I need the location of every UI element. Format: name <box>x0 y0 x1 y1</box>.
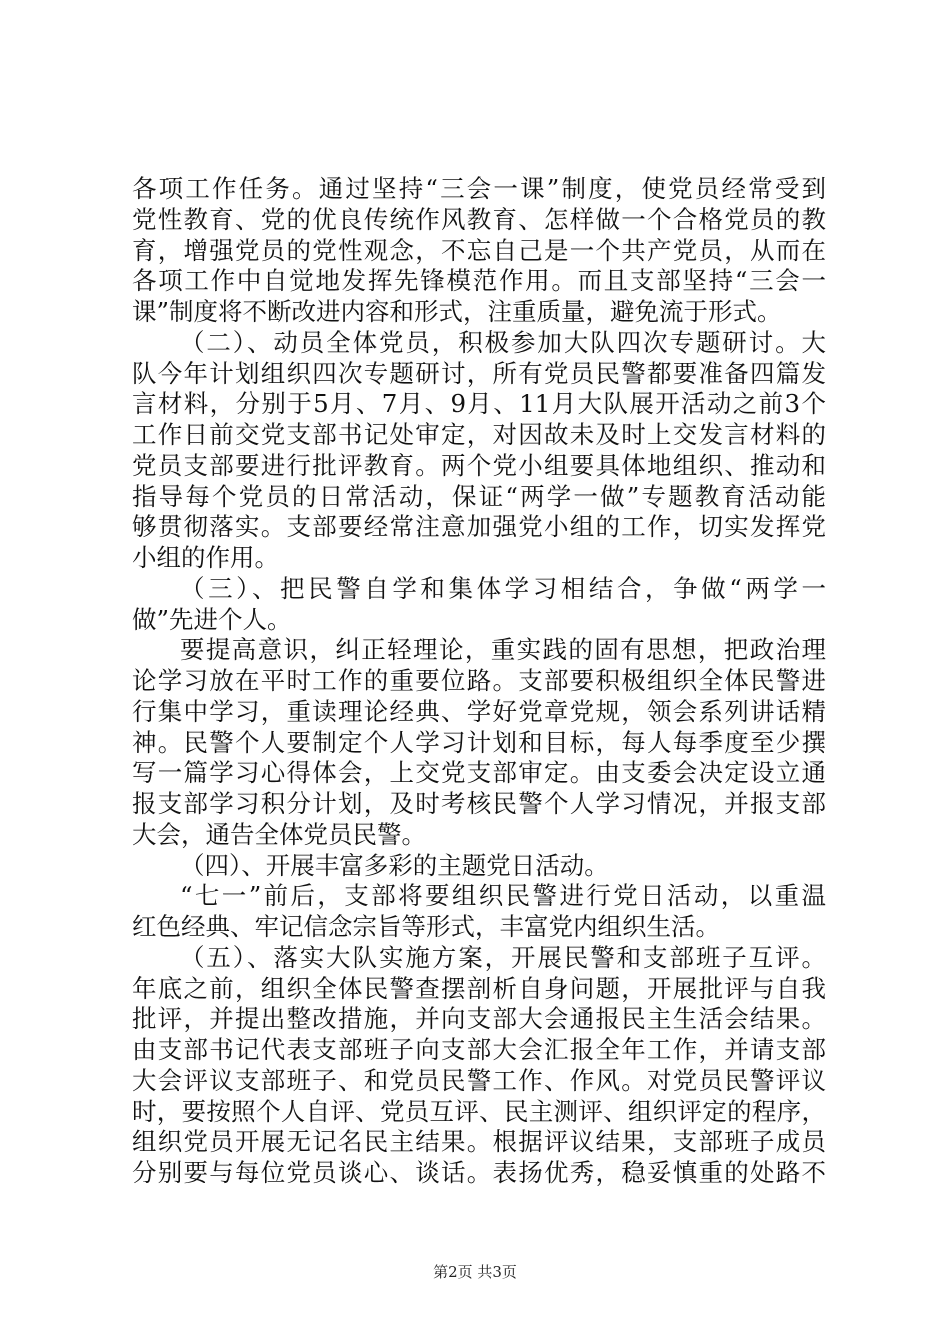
text-line: 组织党员开展无记名民主结果。根据评议结果，支部班子成员 <box>132 1127 826 1157</box>
text-line: 写一篇学习心得体会，上交党支部审定。由支委会决定设立通 <box>132 758 826 788</box>
text-line: 指导每个党员的日常活动，保证“两学一做”专题教育活动能 <box>132 481 826 511</box>
text-line: 大会评议支部班子、和党员民警工作、作风。对党员民警评议 <box>132 1065 826 1095</box>
text-line: 报支部学习积分计划，及时考核民警个人学习情况，并报支部 <box>132 789 826 818</box>
text-line: 言材料，分别于5月、7月、9月、11月大队展开活动之前3个 <box>132 389 826 419</box>
text-line: 各项工作任务。通过坚持“三会一课”制度，使党员经常受到 <box>132 174 826 203</box>
text-line: 红色经典、牢记信念宗旨等形式，丰富党内组织生活。 <box>132 912 720 941</box>
text-line: 年底之前，组织全体民警查摆剖析自身问题，开展批评与自我 <box>132 973 826 1003</box>
text-line: 够贯彻落实。支部要经常注意加强党小组的工作，切实发挥党 <box>132 512 826 542</box>
text-line: （五）、落实大队实施方案，开展民警和支部班子互评。 <box>180 942 826 972</box>
text-line: 小组的作用。 <box>132 543 279 572</box>
text-line: 做”先进个人。 <box>132 604 292 634</box>
text-line: 批评，并提出整改措施，并向支部大会通报民主生活会结果。 <box>132 1004 826 1034</box>
text-line: 工作日前交党支部书记处审定，对因故未及时上交发言材料的 <box>132 420 826 449</box>
text-line: 党员支部要进行批评教育。两个党小组要具体地组织、推动和 <box>132 450 826 480</box>
text-line: 各项工作中自觉地发挥先锋模范作用。而且支部坚持“三会一 <box>132 266 826 296</box>
page-number-footer: 第2页 共3页 <box>433 1263 517 1281</box>
text-line: （三）、把民警自学和集体学习相结合，争做“两学一 <box>180 573 826 603</box>
text-line: 论学习放在平时工作的重要位路。支部要积极组织全体民警进 <box>132 666 826 695</box>
text-line: “七一”前后，支部将要组织民警进行党日活动，以重温 <box>180 881 826 911</box>
text-line: 大会，通告全体党员民警。 <box>132 819 426 849</box>
text-line: 分别要与每位党员谈心、谈话。表扬优秀，稳妥慎重的处路不 <box>132 1158 826 1187</box>
document-body <box>132 174 826 1189</box>
text-line: （四）、开展丰富多彩的主题党日活动。 <box>180 850 609 880</box>
text-line: （二）、动员全体党员，积极参加大队四次专题研讨。大 <box>180 327 826 357</box>
text-line: 行集中学习，重读理论经典、学好党章党规，领会系列讲话精 <box>132 696 826 726</box>
text-line: 课”制度将不断改进内容和形式，注重质量，避免流于形式。 <box>132 297 782 326</box>
text-line: 由支部书记代表支部班子向支部大会汇报全年工作，并请支部 <box>132 1035 826 1064</box>
text-line: 要提高意识，纠正轻理论，重实践的固有思想，把政治理 <box>180 635 826 665</box>
text-line: 党性教育、党的优良传统作风教育、怎样做一个合格党员的教 <box>132 204 826 234</box>
text-line: 育，增强党员的党性观念，不忘自己是一个共产党员，从而在 <box>132 235 826 265</box>
text-line: 时，要按照个人自评、党员互评、民主测评、组织评定的程序， <box>132 1096 826 1126</box>
text-line: 神。民警个人要制定个人学习计划和目标，每人每季度至少撰 <box>132 727 826 757</box>
text-line: 队今年计划组织四次专题研讨，所有党员民警都要准备四篇发 <box>132 358 826 388</box>
